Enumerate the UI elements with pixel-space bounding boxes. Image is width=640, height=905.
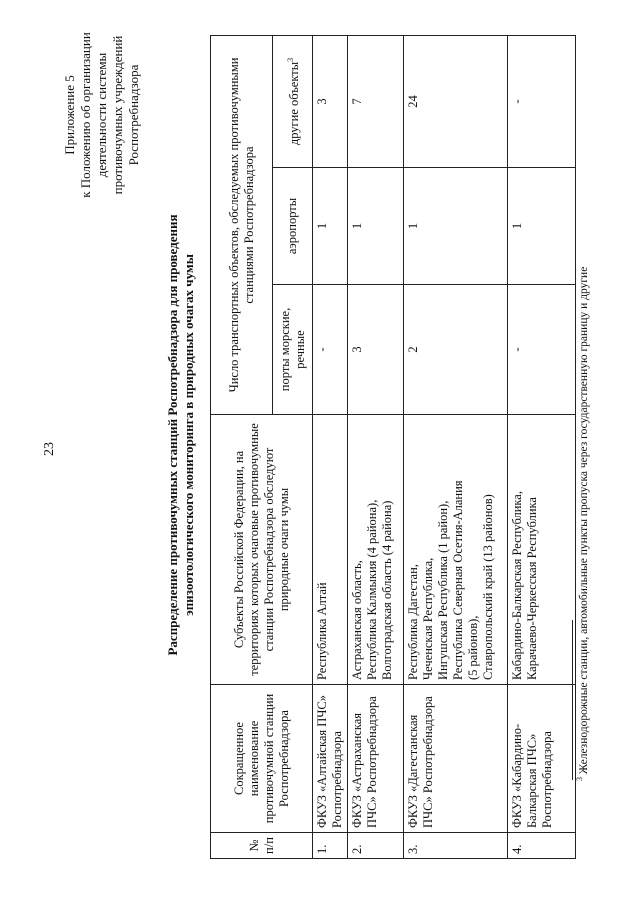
other-count: 3 (313, 36, 348, 168)
subject-line: (5 районов), (466, 615, 480, 680)
table-row (404, 36, 508, 859)
header-number (211, 833, 313, 859)
subject-line: Республика Калмыкия (4 района), (365, 499, 379, 680)
footnote-marker: 3 (285, 57, 295, 62)
other-count: - (508, 36, 576, 168)
subject-line: Республика Алтай (315, 582, 329, 680)
row-number: 1. (313, 833, 348, 859)
footnote (575, 81, 590, 781)
subject-line: Ставропольский край (13 районов) (481, 494, 495, 680)
header-station-name: Сокращенное наименование противочумной станции Роспотребнадзора (211, 685, 313, 833)
table-row (313, 36, 348, 859)
table-header-row (211, 36, 273, 859)
footnote-text: Железнодорожные станции, автомобильные пункты пропуска через государственную границу и другие (577, 266, 590, 777)
airports-count: 1 (508, 168, 576, 285)
table-row (508, 36, 576, 859)
row-number: 3. (404, 833, 508, 859)
station-name: ФКУЗ «Дагестанская ПЧС» Роспотребнадзора (404, 685, 508, 833)
document-title (165, 165, 197, 705)
ports-count: - (313, 285, 348, 415)
header-ports: порты морские, речные (273, 285, 313, 415)
appendix-line: противочумных учреждений (110, 35, 125, 195)
subject-line: Чеченская Республика, (421, 557, 435, 680)
title-line: Распределение противочумных станций Роспотребнадзора для проведения (165, 214, 180, 656)
appendix-line: Приложение 5 (62, 75, 77, 155)
subject-line: Республика Северная Осетия-Алания (451, 480, 465, 680)
station-name: ФКУЗ «Кабардино-Балкарская ПЧС» Роспотребнадзора (508, 685, 576, 833)
subject-line: Кабардино-Балкарская Республика, (510, 491, 524, 680)
subject-line: Карачаево-Черкесская Республика (525, 497, 539, 680)
header-other-label: другие объекты (287, 61, 302, 146)
airports-count: 1 (348, 168, 404, 285)
ports-count: 3 (348, 285, 404, 415)
header-subjects: Субъекты Российской Федерации, на территориях которых очаговые противочумные станции Роспотребнадзора обследуют природные очаги чумы (211, 415, 313, 685)
other-count: 7 (348, 36, 404, 168)
station-name: ФКУЗ «Астраханская ПЧС» Роспотребнадзора (348, 685, 404, 833)
subjects-cell (313, 415, 348, 685)
header-airports: аэропорты (273, 168, 313, 285)
appendix-line: деятельности системы (94, 52, 109, 178)
station-name: ФКУЗ «Алтайская ПЧС» Роспотребнадзора (313, 685, 348, 833)
subject-line: Ингушская Республика (1 район), (436, 500, 450, 680)
subjects-cell (348, 415, 404, 685)
appendix-block (62, 10, 142, 220)
appendix-line: к Положению об организации (78, 32, 93, 198)
header-transport-objects: Число транспортных объектов, обследуемых противочумными станциями Роспотребнадзора (211, 36, 273, 415)
header-number-abbrev: п/п (261, 837, 276, 854)
footnote-number: 3 (575, 777, 584, 781)
other-count: 24 (404, 36, 508, 168)
stations-table (210, 35, 576, 859)
subjects-cell (404, 415, 508, 685)
table-row (348, 36, 404, 859)
subject-line: Астраханская область, (350, 560, 364, 680)
header-number-symbol: № (246, 839, 261, 852)
airports-count: 1 (313, 168, 348, 285)
airports-count: 1 (404, 168, 508, 285)
ports-count: 2 (404, 285, 508, 415)
header-other (273, 36, 313, 168)
row-number: 4. (508, 833, 576, 859)
row-number: 2. (348, 833, 404, 859)
ports-count: - (508, 285, 576, 415)
subject-line: Волгоградская область (4 района) (380, 500, 394, 680)
subject-line: Республика Дагестан, (406, 564, 420, 680)
footnote-divider (572, 620, 573, 780)
subjects-cell (508, 415, 576, 685)
page-number: 23 (42, 442, 57, 456)
title-line: эпизоотологического мониторинга в природных очагах чумы (181, 254, 196, 616)
appendix-line: Роспотребнадзора (126, 64, 141, 166)
